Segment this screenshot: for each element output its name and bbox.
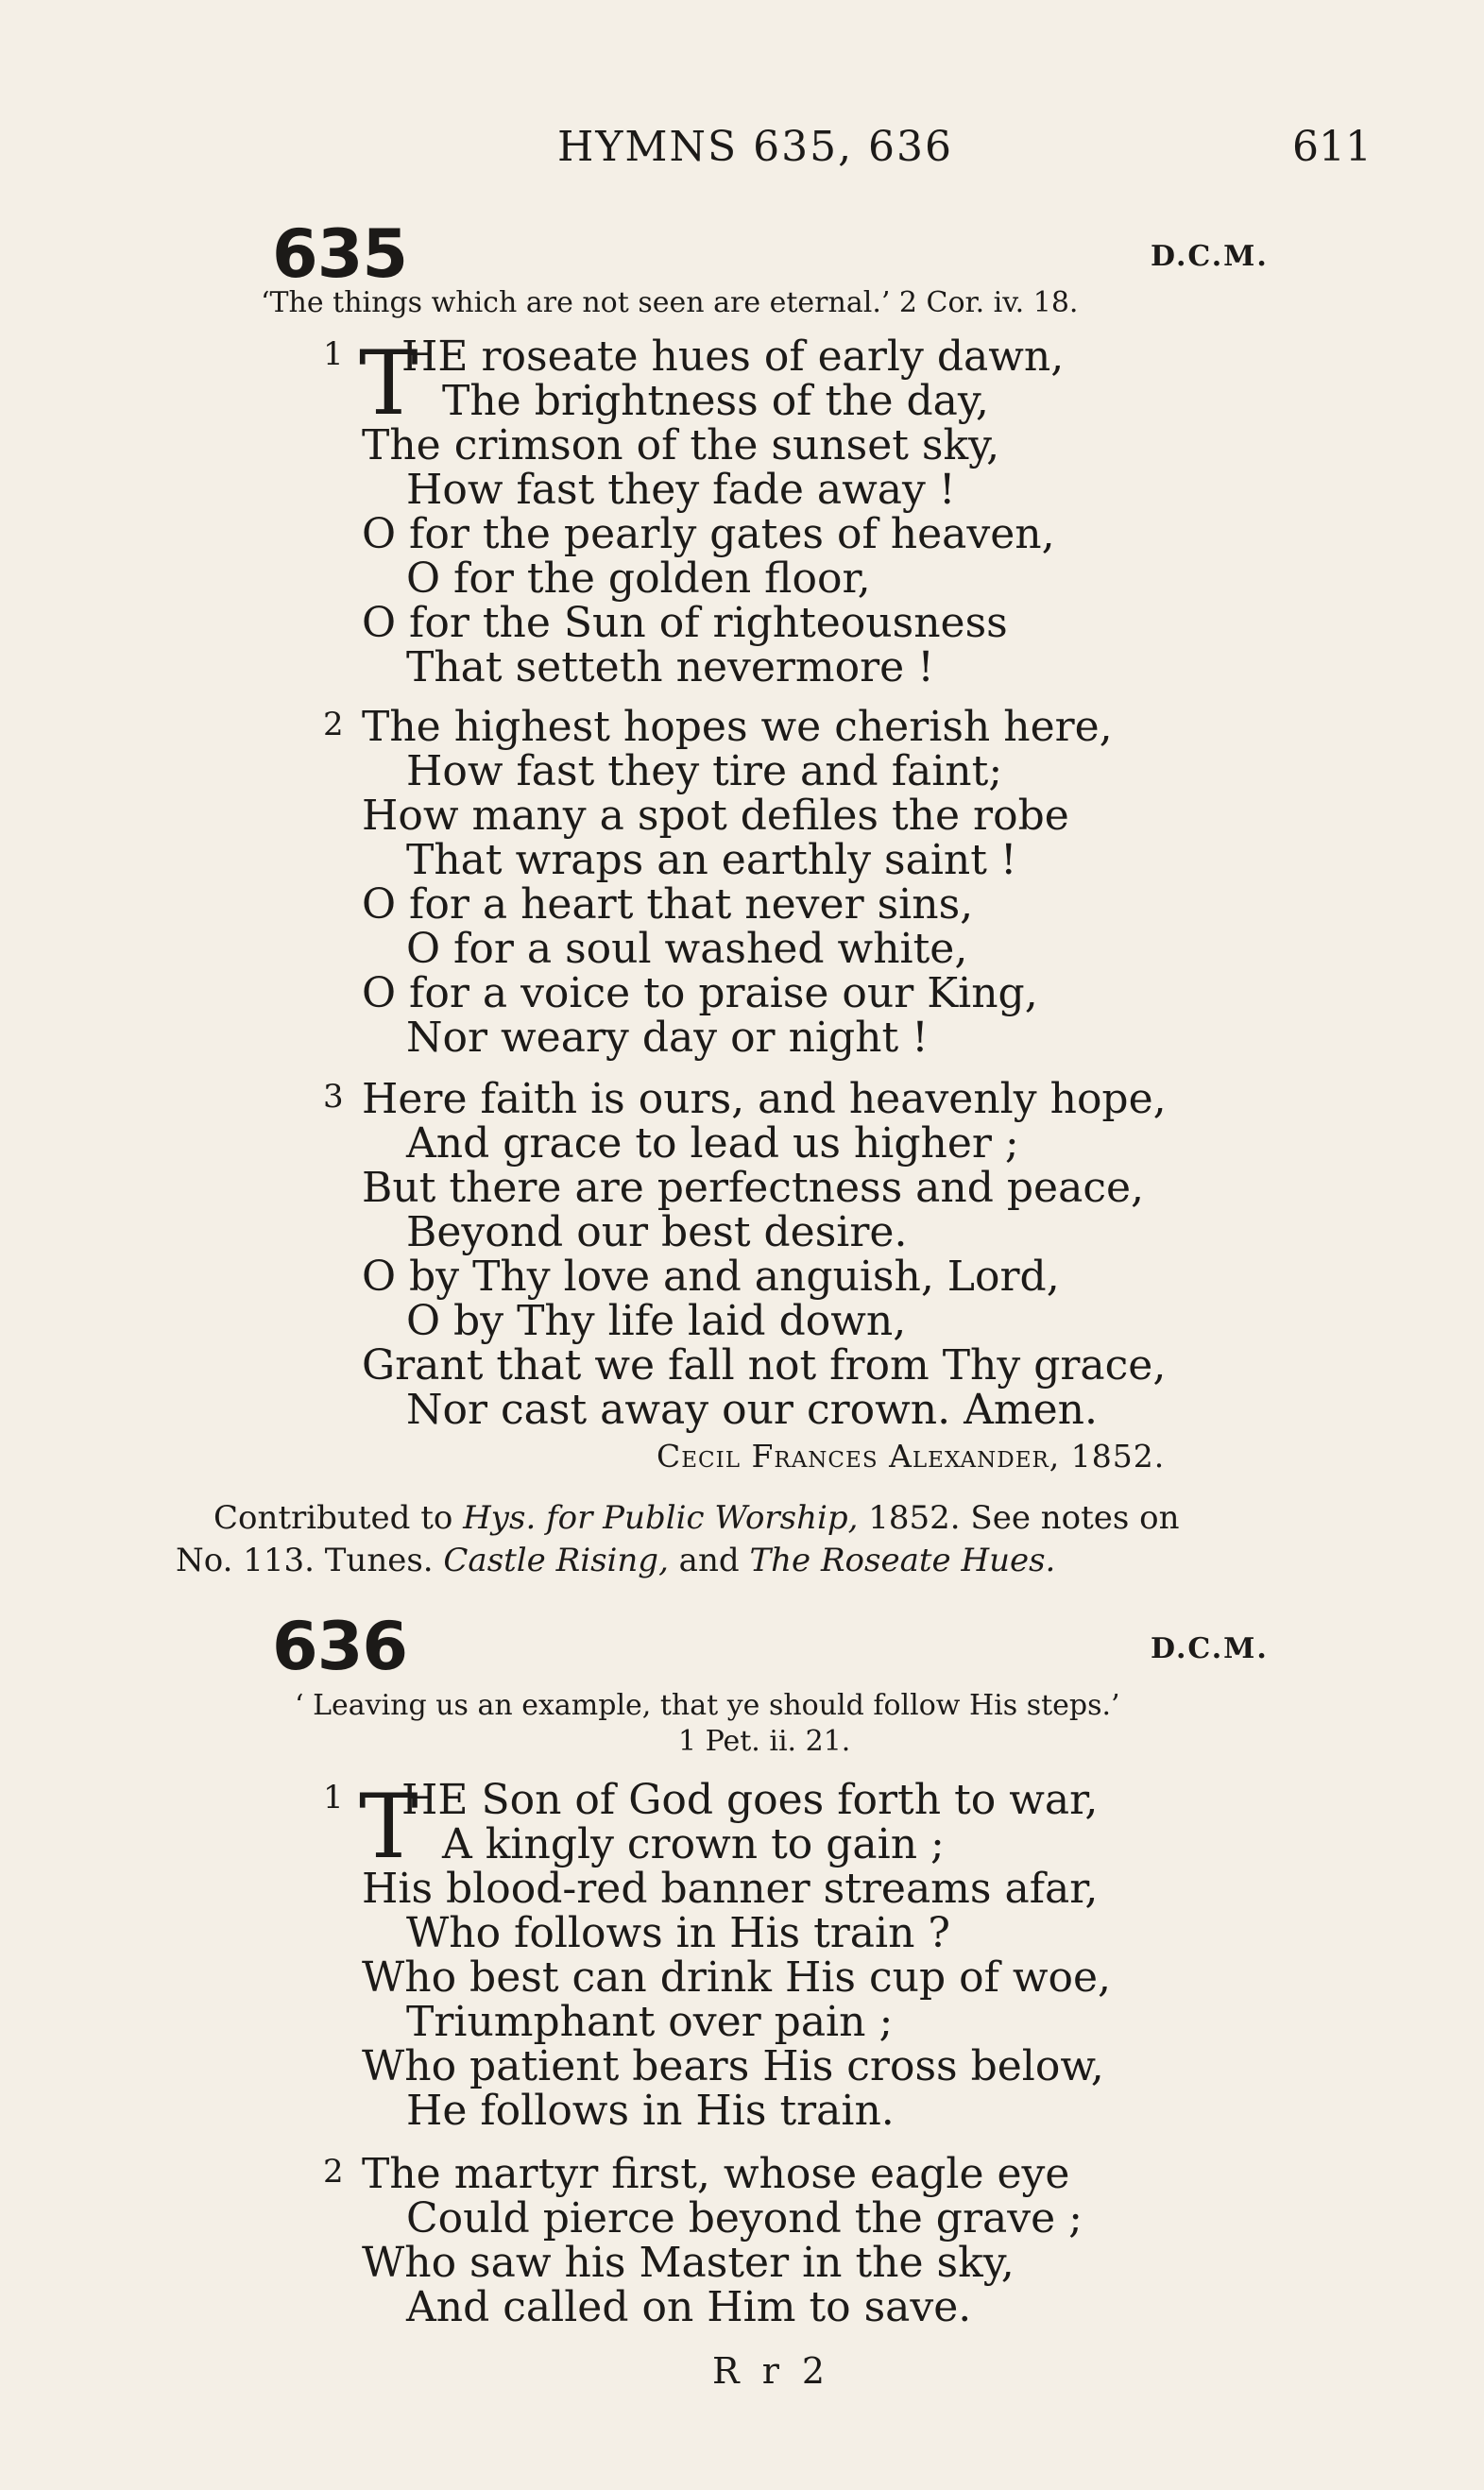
verse-line: Triumphant over pain ; <box>406 1998 894 2046</box>
stanza-number: 2 <box>323 2153 344 2191</box>
hymn-635-stanza-3 <box>0 1077 1484 1432</box>
drop-cap: T <box>359 333 418 435</box>
drop-cap: T <box>359 1776 418 1879</box>
running-head <box>0 123 1484 170</box>
verse-line: And grace to lead us higher ; <box>406 1119 1019 1168</box>
verse-line: O by Thy love and anguish, Lord, <box>362 1253 1060 1301</box>
verse-line: Who follows in His train ? <box>406 1909 951 1957</box>
verse-line: Grant that we fall not from Thy grace, <box>362 1341 1167 1390</box>
verse-line: How fast they fade away ! <box>406 466 956 514</box>
verse-line: Nor cast away our crown. Amen. <box>406 1386 1098 1434</box>
verse-line: That wraps an earthly saint ! <box>406 836 1017 884</box>
hymn-635-stanza-2 <box>0 705 1484 1060</box>
verse-line: The highest hopes we cherish here, <box>362 703 1113 751</box>
epigraph-text: ‘The things which are not seen are eternal.’ 2 Cor. iv. 18. <box>261 286 1079 319</box>
verse-line: Nor weary day or night ! <box>406 1014 929 1062</box>
stanza-number: 2 <box>323 706 344 743</box>
verse-line: A kingly crown to gain ; <box>442 1820 945 1868</box>
verse-line: HE Son of God goes forth to war, <box>401 1776 1099 1824</box>
notes-line: No. 113. Tunes. Castle Rising, and The Roseate Hues. <box>176 1542 1056 1579</box>
verse-line: How many a spot defiles the robe <box>362 792 1069 840</box>
verse-line: The martyr first, whose eagle eye <box>362 2150 1070 2198</box>
verse-line: He follows in His train. <box>406 2087 895 2135</box>
verse-line: The brightness of the day, <box>442 377 989 425</box>
running-title: HYMNS 635, 636 <box>557 123 954 171</box>
hymn-635-stanza-1 <box>0 334 1484 690</box>
verse-line: Who saw his Master in the sky, <box>362 2239 1015 2287</box>
hymn-number: 636 <box>272 1608 408 1685</box>
verse-line: O for a soul washed white, <box>406 925 968 973</box>
epigraph-reference: 1 Pet. ii. 21. <box>678 1725 851 1758</box>
verse-line: Here faith is ours, and heavenly hope, <box>362 1075 1167 1123</box>
stanza-number: 3 <box>323 1078 344 1116</box>
hymn-636-stanza-1 <box>0 1778 1484 2133</box>
hymn-meter: D.C.M. <box>1151 240 1269 273</box>
verse-line: O for a heart that never sins, <box>362 880 974 929</box>
author-name: Cecil Frances Alexander, 1852. <box>657 1438 1166 1475</box>
epigraph-text: ‘ Leaving us an example, that ye should follow His steps.’ <box>295 1689 1120 1722</box>
verse-line: That setteth nevermore ! <box>406 643 934 691</box>
verse-line: Could pierce beyond the grave ; <box>406 2194 1083 2243</box>
stanza-number: 1 <box>323 335 344 373</box>
notes-line: Contributed to Hys. for Public Worship, 1852. See notes on <box>213 1499 1180 1537</box>
verse-line: Beyond our best desire. <box>406 1208 908 1256</box>
verse-line: Who patient bears His cross below, <box>362 2042 1104 2090</box>
verse-line: O for a voice to praise our King, <box>362 969 1038 1017</box>
verse-line: O by Thy life laid down, <box>406 1297 907 1345</box>
stanza-number: 1 <box>323 1779 344 1816</box>
hymn-635-notes <box>0 1497 1484 1582</box>
verse-line: Who best can drink His cup of woe, <box>362 1953 1112 2002</box>
verse-line: O for the pearly gates of heaven, <box>362 510 1055 558</box>
hymn-meter: D.C.M. <box>1151 1632 1269 1665</box>
verse-line: O for the golden floor, <box>406 554 871 603</box>
signature-mark: R r 2 <box>712 2350 831 2392</box>
hymn-636-stanza-2 <box>0 2152 1484 2329</box>
verse-line: And called on Him to save. <box>406 2283 972 2331</box>
verse-line: But there are perfectness and peace, <box>362 1164 1144 1212</box>
hymn-number: 635 <box>272 215 408 293</box>
verse-line: O for the Sun of righteousness <box>362 599 1008 647</box>
verse-line: His blood-red banner streams afar, <box>362 1865 1099 1913</box>
verse-line: The crimson of the sunset sky, <box>362 421 1000 469</box>
verse-line: HE roseate hues of early dawn, <box>401 333 1065 381</box>
page-number: 611 <box>1292 123 1372 171</box>
verse-line: How fast they tire and faint; <box>406 747 1003 795</box>
